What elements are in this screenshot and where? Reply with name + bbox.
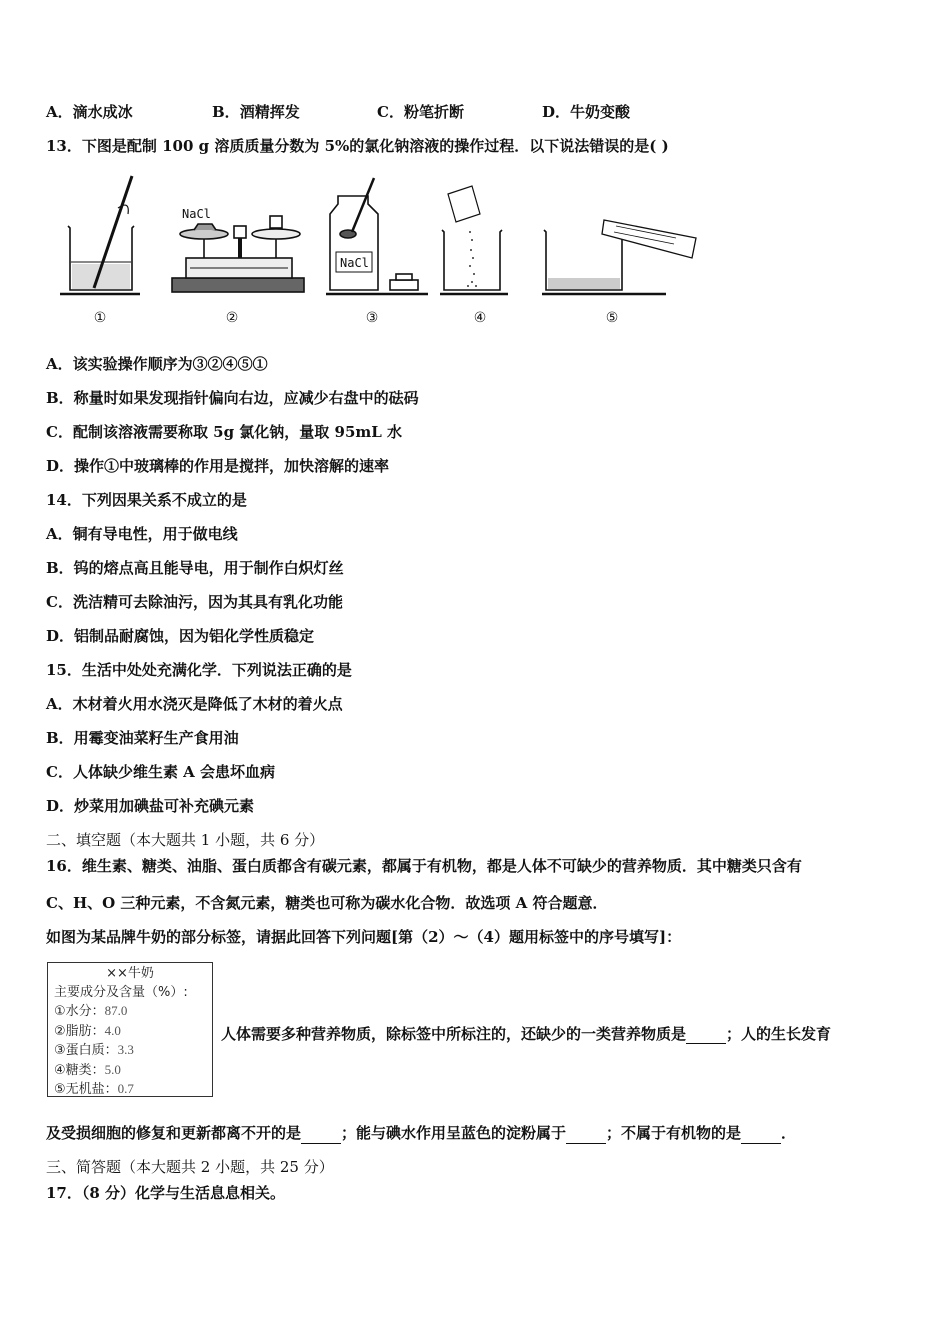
q16-line-2: C、H、O 三种元素，不含氮元素，糖类也可称为碳水化合物．故选项 A 符合题意．	[46, 894, 608, 912]
answer-blank-1[interactable]	[686, 1025, 726, 1044]
step-label-3: ③	[365, 310, 379, 326]
q15-stem: 15．生活中处处充满化学．下列说法正确的是	[46, 661, 352, 679]
q14-option-c: C．洗洁精可去除油污，因为其具有乳化功能	[46, 593, 343, 611]
q12-option-d: D．牛奶变酸	[542, 103, 631, 121]
q15-option-c: C．人体缺少维生素 A 会患坏血病	[46, 763, 276, 781]
q17-stem: 17．（8 分）化学与生活息息相关。	[46, 1184, 286, 1202]
q14-stem: 14．下列因果关系不成立的是	[46, 491, 247, 509]
bottle-nacl-text: NaCl	[340, 256, 369, 270]
beaker-pouring-figure	[440, 186, 508, 294]
q12-option-c: C．粉笔折断	[377, 103, 464, 121]
q15-option-b: B．用霉变油菜籽生产食用油	[46, 729, 239, 747]
label-row: ②脂肪：4.0	[54, 1022, 121, 1039]
label-row: ④糖类：5.0	[54, 1061, 121, 1078]
q13-option-a: A．该实验操作顺序为③②④⑤①	[46, 355, 268, 373]
label-row: ③蛋白质：3.3	[54, 1042, 134, 1058]
reagent-bottle-figure	[326, 178, 428, 294]
section-2-heading: 二、填空题（本大题共 1 小题，共 6 分）	[46, 831, 325, 849]
answer-blank-3[interactable]	[566, 1123, 606, 1144]
step-label-4: ④	[473, 310, 487, 326]
answer-blank-4[interactable]	[741, 1123, 781, 1144]
q16-question-2-4: 及受损细胞的修复和更新都离不开的是 ；能与碘水作用呈蓝色的淀粉属于 ；不属于有机物的是 ．	[46, 1124, 797, 1142]
q14-option-a: A．铜有导电性，用于做电线	[46, 525, 238, 543]
q13-option-d: D．操作①中玻璃棒的作用是搅拌，加快溶解的速率	[46, 457, 390, 475]
step-label-2: ②	[225, 310, 239, 326]
milk-nutrition-label	[47, 962, 213, 1097]
section-3-heading: 三、简答题（本大题共 2 小题，共 25 分）	[46, 1158, 334, 1176]
beaker-stirring-figure	[60, 176, 140, 294]
label-row: ①水分：87.0	[54, 1003, 128, 1019]
label-header: 主要成分及含量（%）:	[54, 984, 188, 1000]
step-label-5: ⑤	[605, 310, 619, 326]
label-title: ××牛奶	[106, 966, 154, 981]
beaker-cylinder-figure	[542, 220, 696, 294]
q12-option-b: B．酒精挥发	[212, 103, 300, 121]
q13-option-c: C．配制该溶液需要称取 5g 氯化钠，量取 95mL 水	[46, 423, 403, 441]
q15-option-a: A．木材着火用水浇灭是降低了木材的着火点	[46, 695, 343, 713]
label-row: ⑤无机盐：0.7	[54, 1081, 134, 1097]
balance-figure	[172, 216, 304, 292]
q13-option-b: B．称量时如果发现指针偏向右边，应减少右盘中的砝码	[46, 389, 419, 407]
q16-line-3: 如图为某品牌牛奶的部分标签，请据此回答下列问题[第（2）～（4）题用标签中的序号填写]：	[46, 928, 682, 946]
answer-blank-2[interactable]	[301, 1123, 341, 1144]
q16-question-1: 人体需要多种营养物质，除标签中所标注的，还缺少的一类营养物质是 ；人的生长发育	[221, 1025, 832, 1043]
q16-line-1: 16．维生素、糖类、油脂、蛋白质都含有碳元素，都属于有机物，都是人体不可缺少的营养物质．其中糖类只含有	[46, 857, 802, 875]
q12-option-a: A．滴水成冰	[46, 103, 133, 121]
q15-option-d: D．炒菜用加碘盐可补充碘元素	[46, 797, 255, 815]
scale-nacl-text: NaCl	[182, 207, 211, 221]
q13-stem: 13．下图是配制 100 g 溶质质量分数为 5%的氯化钠溶液的操作过程．以下说法错误的是( )	[46, 137, 669, 155]
q14-option-d: D．铝制品耐腐蚀，因为铝化学性质稳定	[46, 627, 315, 645]
q14-option-b: B．钨的熔点高且能导电，用于制作白炽灯丝	[46, 559, 344, 577]
q13-lab-figure	[56, 170, 716, 330]
step-label-1: ①	[93, 310, 107, 326]
